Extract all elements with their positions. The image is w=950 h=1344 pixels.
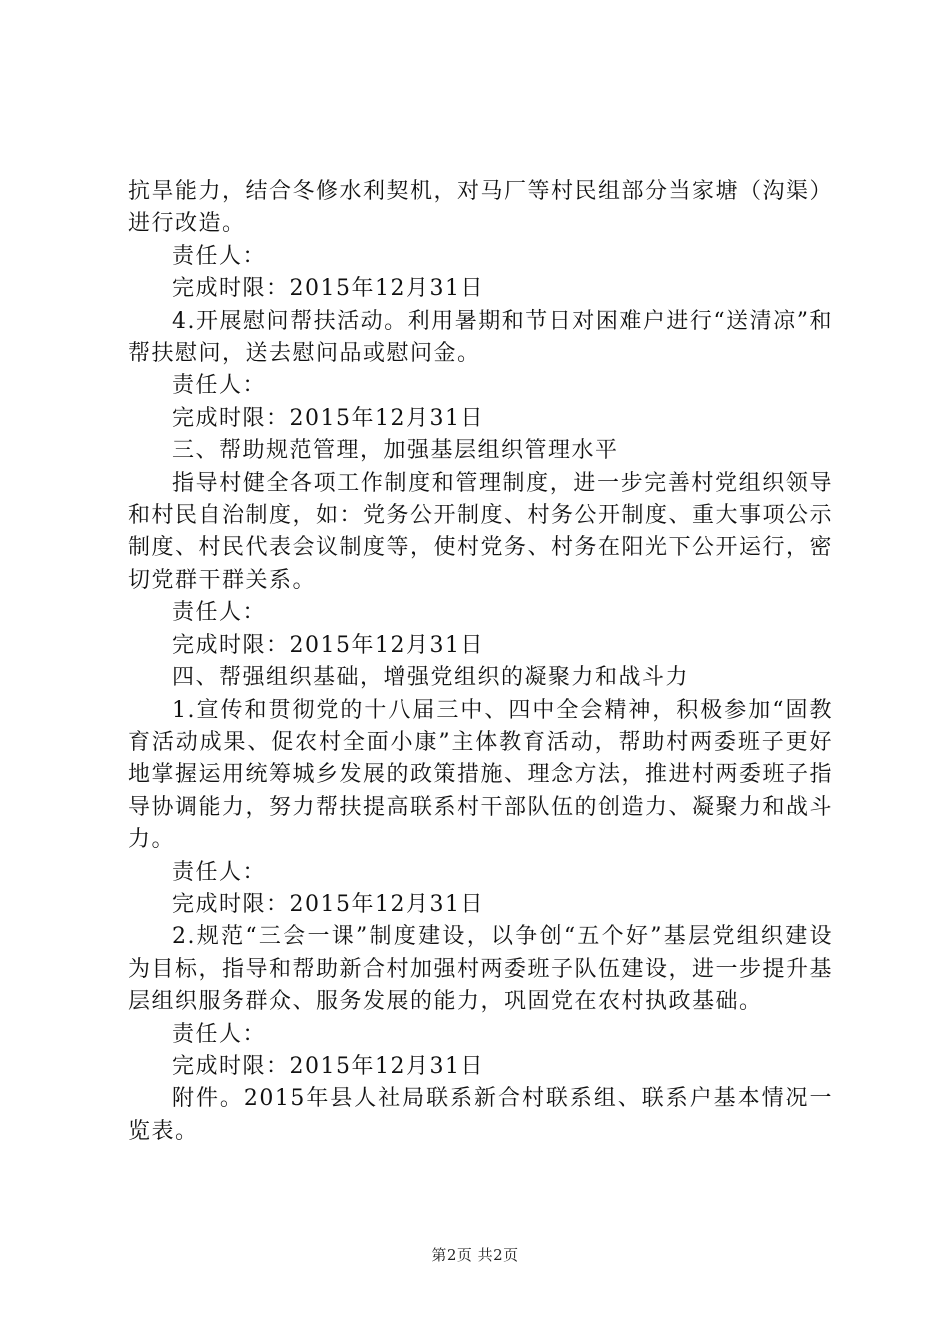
page-footer bbox=[0, 1244, 950, 1265]
section-heading-3: 三、帮助规范管理，加强基层组织管理水平 bbox=[172, 438, 619, 464]
paragraph-8: 指导村健全各项工作制度和管理制度，进一步完善村党组织领导和村民自治制度，如：党务公开制度、村务公开制度、重大事项公示制度、村民代表会议制度等，使村党务、村务在阳光下公开运行，密切党群干群关系。 bbox=[128, 470, 834, 593]
paragraph-3: 完成时限：2015年12月31日 bbox=[172, 276, 484, 302]
paragraph-14: 完成时限：2015年12月31日 bbox=[172, 891, 484, 917]
paragraph-5: 责任人： bbox=[172, 373, 267, 399]
paragraph-6: 完成时限：2015年12月31日 bbox=[172, 405, 484, 431]
page-number: 第2页 共2页 bbox=[431, 1246, 519, 1264]
paragraph-9: 责任人： bbox=[172, 600, 267, 626]
paragraph-15: 2.规范“三会一课”制度建设，以争创“五个好”基层党组织建设为目标，指导和帮助新合村加强村两委班子队伍建设，进一步提升基层组织服务群众、服务发展的能力，巩固党在农村执政基础。 bbox=[128, 924, 834, 1015]
paragraph-12: 1.宣传和贯彻党的十八届三中、四中全会精神，积极参加“固教育活动成果、促农村全面小康”主体教育活动，帮助村两委班子更好地掌握运用统筹城乡发展的政策措施、理念方法，推进村两委班子指导协调能力，努力帮扶提高联系村干部队伍的创造力、凝聚力和战斗力。 bbox=[128, 697, 834, 853]
section-heading-4: 四、帮强组织基础，增强党组织的凝聚力和战斗力 bbox=[172, 665, 690, 691]
paragraph-4: 4.开展慰问帮扶活动。利用暑期和节日对困难户进行“送清凉”和帮扶慰问，送去慰问品或慰问金。 bbox=[128, 308, 833, 367]
paragraph-1: 抗旱能力，结合冬修水利契机，对马厂等村民组部分当家塘（沟渠）进行改造。 bbox=[128, 179, 834, 237]
paragraph-2: 责任人： bbox=[172, 243, 267, 269]
paragraph-16: 责任人： bbox=[172, 1021, 267, 1047]
paragraph-17: 完成时限：2015年12月31日 bbox=[172, 1053, 484, 1079]
paragraph-13: 责任人： bbox=[172, 859, 267, 885]
document-body bbox=[128, 176, 833, 1148]
paragraph-10: 完成时限：2015年12月31日 bbox=[172, 632, 484, 658]
attachment-note: 附件。2015年县人社局联系新合村联系组、联系户基本情况一览表。 bbox=[128, 1086, 833, 1144]
